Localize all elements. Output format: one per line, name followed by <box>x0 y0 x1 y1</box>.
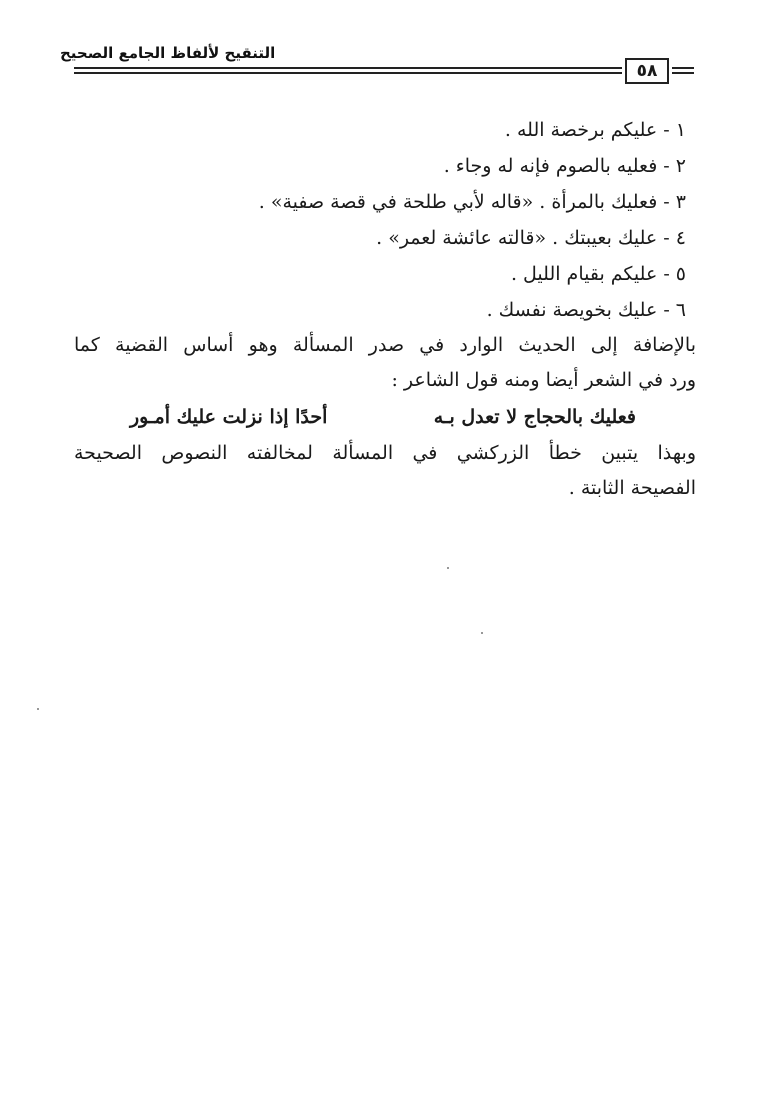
running-title: التنقيح لألفاظ الجامع الصحيح <box>60 44 276 62</box>
paragraph-conclusion <box>74 436 696 506</box>
page-number <box>625 58 669 84</box>
header-rule-right-top <box>672 67 694 69</box>
list-item: ٣ - فعليك بالمرأة . «قاله لأبي طلحة في قصة صفية» . <box>258 191 686 213</box>
paragraph-line: بالإضافة إلى الحديث الوارد في صدر المسألة وهو أساس القضية كما <box>74 334 696 356</box>
header-rule-right-bottom <box>672 72 694 74</box>
list-item: ١ - عليكم برخصة الله . <box>504 119 686 141</box>
header-rule-bottom <box>74 72 622 74</box>
scan-speck <box>481 632 483 634</box>
scan-speck <box>447 567 449 569</box>
paragraph-line: وبهذا يتبين خطأ الزركشي في المسألة لمخالفته النصوص الصحيحة <box>74 442 696 464</box>
list-item: ٦ - عليك بخويصة نفسك . <box>486 299 686 321</box>
list-item: ٢ - فعليه بالصوم فإنه له وجاء . <box>443 155 686 177</box>
poetry-verse <box>74 398 696 436</box>
verse-second-hemistich: أحدًا إذا نزلت عليك أمـور <box>130 406 328 428</box>
scan-speck <box>37 708 39 710</box>
paragraph-context <box>74 328 696 398</box>
paragraph-line: ورد في الشعر أيضا ومنه قول الشاعر : <box>391 369 696 391</box>
page-body <box>74 112 696 506</box>
verse-first-hemistich: فعليك بالحجاج لا تعدل بـه <box>433 406 636 428</box>
paragraph-line: الفصيحة الثابتة . <box>568 477 696 499</box>
page-number-text: ٥٨ <box>636 61 658 81</box>
list-item: ٤ - عليك بعيبتك . «قالته عائشة لعمر» . <box>376 227 686 249</box>
header-rule-top <box>74 67 622 69</box>
list-item: ٥ - عليكم بقيام الليل . <box>510 263 686 285</box>
